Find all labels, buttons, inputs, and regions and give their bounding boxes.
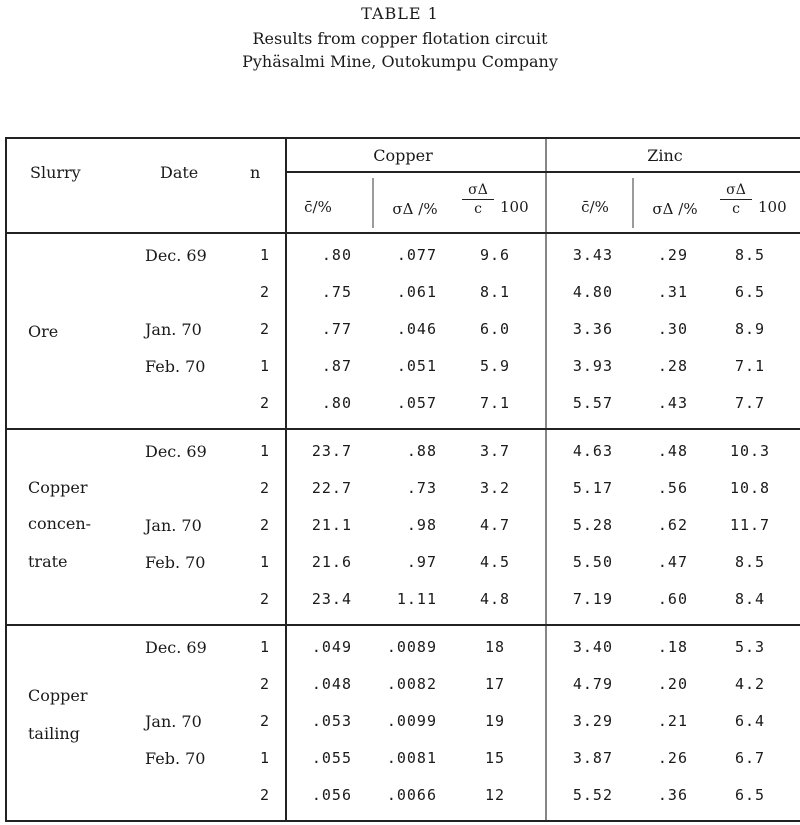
cell-zn-c: 4.79: [572, 675, 613, 693]
cell-cu-r: 12: [484, 786, 506, 804]
cell-zn-c: 5.28: [572, 516, 613, 534]
cell-date: Dec. 69: [145, 638, 207, 657]
cell-zn-c: 3.40: [572, 638, 613, 656]
cell-cu-c: .80: [321, 394, 352, 412]
cell-cu-s: .0081: [386, 749, 437, 767]
copper-col-divider: [372, 178, 374, 228]
cell-zn-r: 5.3: [734, 638, 766, 656]
cell-zn-c: 3.93: [572, 357, 613, 375]
copper-sigma-header: σΔ /%: [392, 200, 438, 218]
cell-n: 1: [259, 246, 271, 264]
cell-cu-c: .049: [311, 638, 352, 656]
cell-n: 1: [259, 553, 271, 571]
cell-date: Dec. 69: [145, 246, 207, 265]
zinc-sigma-header: σΔ /%: [652, 200, 698, 218]
copper-ratio-times-100: 100: [500, 198, 529, 216]
header-mid-rule: [285, 171, 800, 173]
cell-cu-s: .97: [406, 553, 437, 571]
header-n: n: [250, 163, 261, 182]
cell-zn-s: .48: [657, 442, 688, 460]
cell-zn-r: 7.1: [734, 357, 766, 375]
cell-cu-r: 7.1: [479, 394, 511, 412]
cell-n: 1: [259, 442, 271, 460]
zinc-ratio-numerator: σΔ: [726, 182, 746, 198]
cell-cu-s: .88: [406, 442, 437, 460]
cell-cu-c: .053: [311, 712, 352, 730]
cell-cu-r: 5.9: [479, 357, 511, 375]
header-bottom-rule: [5, 232, 800, 234]
zinc-ratio-bar: [720, 199, 752, 200]
cell-zn-r: 8.5: [734, 246, 766, 264]
cell-zn-r: 10.3: [729, 442, 771, 460]
cell-cu-c: 21.1: [311, 516, 352, 534]
cell-zn-r: 4.2: [734, 675, 766, 693]
cell-cu-s: .077: [396, 246, 437, 264]
cell-cu-r: 4.7: [479, 516, 511, 534]
cell-cu-r: 15: [484, 749, 506, 767]
cell-zn-s: .47: [657, 553, 688, 571]
cell-zn-r: 6.5: [734, 786, 766, 804]
cell-zn-s: .30: [657, 320, 688, 338]
cell-zn-s: .43: [657, 394, 688, 412]
cell-zn-c: 4.80: [572, 283, 613, 301]
cell-zn-r: 10.8: [729, 479, 771, 497]
slurry-label: Copper: [28, 686, 88, 705]
cell-date: Feb. 70: [145, 749, 206, 768]
cell-cu-r: 6.0: [479, 320, 511, 338]
cell-cu-c: .77: [321, 320, 352, 338]
cell-zn-c: 3.36: [572, 320, 613, 338]
cell-n: 1: [259, 638, 271, 656]
cell-cu-c: 21.6: [311, 553, 352, 571]
copper-c-mean-header: c̄/%: [304, 198, 332, 216]
cell-cu-r: 8.1: [479, 283, 511, 301]
cell-zn-s: .36: [657, 786, 688, 804]
cell-zn-s: .18: [657, 638, 688, 656]
cell-n: 2: [259, 590, 271, 608]
cell-zn-c: 5.17: [572, 479, 613, 497]
cell-zn-c: 4.63: [572, 442, 613, 460]
cell-cu-s: .051: [396, 357, 437, 375]
cell-date: Jan. 70: [145, 320, 202, 339]
table-label: TABLE 1: [361, 4, 439, 23]
cell-zn-r: 6.7: [734, 749, 766, 767]
cell-zn-s: .31: [657, 283, 688, 301]
table-bottom-rule: [5, 820, 800, 822]
copper-ratio-bar: [462, 199, 494, 200]
cell-n: 2: [259, 516, 271, 534]
cell-zn-s: .28: [657, 357, 688, 375]
cell-cu-c: .056: [311, 786, 352, 804]
cell-n: 2: [259, 283, 271, 301]
cell-cu-s: .061: [396, 283, 437, 301]
cell-zn-c: 3.29: [572, 712, 613, 730]
cell-n: 2: [259, 675, 271, 693]
cell-zn-c: 5.50: [572, 553, 613, 571]
slurry-label: Ore: [28, 322, 59, 341]
cell-cu-r: 19: [484, 712, 506, 730]
cell-zn-s: .21: [657, 712, 688, 730]
group-rule-1: [5, 428, 800, 430]
header-zinc: Zinc: [647, 146, 683, 165]
cell-cu-r: 3.2: [479, 479, 511, 497]
cell-cu-s: .0082: [386, 675, 437, 693]
cell-cu-r: 17: [484, 675, 506, 693]
cell-cu-s: .73: [406, 479, 437, 497]
cell-date: Feb. 70: [145, 357, 206, 376]
cell-zn-r: 8.5: [734, 553, 766, 571]
cell-zn-s: .29: [657, 246, 688, 264]
slurry-label: Copper: [28, 478, 88, 497]
cell-cu-s: 1.11: [396, 590, 437, 608]
cell-zn-r: 11.7: [729, 516, 771, 534]
cell-cu-s: .0089: [386, 638, 437, 656]
cell-zn-r: 8.9: [734, 320, 766, 338]
cell-cu-c: .80: [321, 246, 352, 264]
cell-zn-s: .60: [657, 590, 688, 608]
copper-zinc-divider: [545, 137, 547, 820]
cell-date: Jan. 70: [145, 712, 202, 731]
table-top-rule: [5, 137, 800, 139]
cell-cu-c: .048: [311, 675, 352, 693]
cell-cu-c: 23.7: [311, 442, 352, 460]
cell-n: 2: [259, 712, 271, 730]
cell-cu-r: 4.5: [479, 553, 511, 571]
cell-n: 2: [259, 320, 271, 338]
cell-date: Feb. 70: [145, 553, 206, 572]
cell-cu-r: 9.6: [479, 246, 511, 264]
slurry-label: concen-: [28, 514, 92, 533]
slurry-label: trate: [28, 552, 68, 571]
copper-ratio-numerator: σΔ: [468, 182, 488, 198]
header-date: Date: [160, 163, 199, 182]
zinc-col-divider: [632, 178, 634, 228]
cell-cu-s: .0066: [386, 786, 437, 804]
cell-zn-r: 6.4: [734, 712, 766, 730]
n-divider: [285, 137, 287, 820]
cell-cu-c: .055: [311, 749, 352, 767]
zinc-ratio-denominator: c: [732, 201, 740, 217]
cell-zn-r: 7.7: [734, 394, 766, 412]
cell-zn-s: .56: [657, 479, 688, 497]
cell-zn-c: 3.43: [572, 246, 613, 264]
cell-zn-c: 5.52: [572, 786, 613, 804]
left-border: [5, 137, 7, 820]
slurry-label: tailing: [28, 724, 80, 743]
table-title-line-1: Results from copper flotation circuit: [252, 29, 548, 48]
cell-cu-c: 22.7: [311, 479, 352, 497]
copper-ratio-denominator: c: [474, 201, 482, 217]
cell-cu-r: 3.7: [479, 442, 511, 460]
cell-cu-s: .046: [396, 320, 437, 338]
cell-n: 2: [259, 479, 271, 497]
zinc-ratio-header: [720, 182, 752, 217]
copper-ratio-header: [462, 182, 494, 217]
cell-cu-c: .75: [321, 283, 352, 301]
cell-n: 2: [259, 394, 271, 412]
cell-n: 1: [259, 749, 271, 767]
header-slurry: Slurry: [30, 163, 81, 182]
cell-n: 1: [259, 357, 271, 375]
cell-date: Jan. 70: [145, 516, 202, 535]
cell-zn-s: .62: [657, 516, 688, 534]
cell-cu-s: .0099: [386, 712, 437, 730]
zinc-c-mean-header: c̄/%: [581, 198, 609, 216]
cell-n: 2: [259, 786, 271, 804]
cell-cu-s: .98: [406, 516, 437, 534]
cell-cu-r: 18: [484, 638, 506, 656]
cell-zn-s: .26: [657, 749, 688, 767]
cell-zn-c: 5.57: [572, 394, 613, 412]
cell-cu-r: 4.8: [479, 590, 511, 608]
cell-zn-c: 7.19: [572, 590, 613, 608]
cell-date: Dec. 69: [145, 442, 207, 461]
cell-zn-c: 3.87: [572, 749, 613, 767]
cell-zn-s: .20: [657, 675, 688, 693]
cell-zn-r: 6.5: [734, 283, 766, 301]
zinc-ratio-times-100: 100: [758, 198, 787, 216]
cell-cu-c: .87: [321, 357, 352, 375]
cell-cu-s: .057: [396, 394, 437, 412]
group-rule-2: [5, 624, 800, 626]
header-copper: Copper: [373, 146, 433, 165]
cell-zn-r: 8.4: [734, 590, 766, 608]
cell-cu-c: 23.4: [311, 590, 352, 608]
table-title-line-2: Pyhäsalmi Mine, Outokumpu Company: [242, 52, 558, 71]
